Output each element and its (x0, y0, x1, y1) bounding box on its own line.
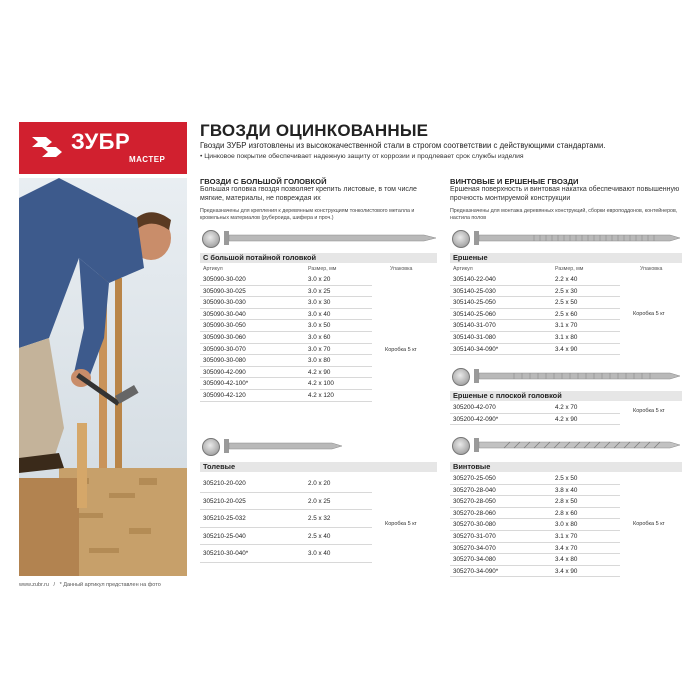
article-cell: 305140-31-070 (453, 322, 496, 330)
table-row (200, 320, 372, 332)
size-cell: 4.2 x 100 (308, 380, 334, 388)
size-cell: 2.0 x 20 (308, 480, 331, 487)
col-size: Размер, мм (555, 266, 584, 272)
size-cell: 3.1 x 70 (555, 322, 578, 330)
table-header-annular-flat: Ершеные с плоской головкой (450, 391, 682, 401)
article-cell: 305210-25-032 (203, 515, 246, 522)
table-row (450, 566, 620, 578)
col-size: Размер, мм (308, 266, 337, 272)
table-row (200, 493, 372, 511)
nail-roofing-image (200, 437, 350, 455)
table-row (450, 473, 620, 485)
size-cell: 3.8 x 40 (555, 486, 578, 494)
table-row (200, 309, 372, 321)
article-cell: 305270-34-070 (453, 544, 496, 552)
article-cell: 305090-30-030 (203, 299, 246, 307)
worker-photo (19, 178, 187, 576)
left-section-note: Предназначены для крепления к деревянным конструкциям тонколистового металла и кровельных материалов (рубероида, шифера и проч.) (200, 208, 415, 221)
article-cell: 305090-42-090 (203, 368, 246, 376)
table-row (450, 531, 620, 543)
table-row (200, 355, 372, 367)
size-cell: 3.4 x 80 (555, 556, 578, 564)
size-cell: 3.0 x 60 (308, 334, 331, 341)
nail-head-icon (452, 437, 470, 455)
size-cell: 2.2 x 40 (555, 276, 578, 283)
size-cell: 3.0 x 80 (308, 357, 331, 365)
page-subtitle: Гвозди ЗУБР изготовлены из высококачественной стали в строгом соответствии с действующими стандартами. (200, 141, 606, 150)
nail-head-icon (202, 438, 220, 456)
table-row (450, 554, 620, 566)
size-cell: 3.0 x 50 (308, 322, 331, 330)
pack-label: Коробка 5 кг (385, 521, 417, 527)
table-header-annular: Ершеные (450, 253, 682, 263)
article-cell: 305090-42-120 (203, 392, 246, 399)
article-cell: 305140-31-080 (453, 334, 496, 341)
nail-annular-image (450, 229, 682, 247)
size-cell: 2.5 x 40 (308, 532, 331, 540)
table-row (450, 519, 620, 531)
table-row (200, 297, 372, 309)
right-section-title: ВИНТОВЫЕ И ЕРШЕНЫЕ ГВОЗДИ (450, 177, 579, 186)
size-cell: 3.0 x 20 (308, 276, 331, 283)
article-cell: 305090-30-070 (203, 345, 246, 353)
article-cell: 305090-42-100* (203, 380, 249, 388)
article-cell: 305210-25-040 (203, 532, 246, 540)
pack-label: Коробка 5 кг (385, 347, 417, 353)
article-cell: 305140-34-090* (453, 345, 499, 353)
table-row (200, 367, 372, 379)
article-cell: 305090-30-080 (203, 357, 246, 365)
article-cell: 305140-22-040 (453, 276, 496, 283)
size-cell: 3.4 x 90 (555, 345, 578, 353)
article-cell: 305090-30-020 (203, 276, 246, 283)
article-cell: 305270-30-080 (453, 521, 496, 529)
table-row (450, 543, 620, 555)
col-article: Артикул (453, 266, 473, 272)
table-row (200, 286, 372, 298)
footer-photo-note: * Данный артикул представлен на фото (59, 582, 161, 588)
size-cell: 2.0 x 25 (308, 497, 331, 505)
table-row (200, 545, 372, 563)
size-cell: 3.1 x 80 (555, 334, 578, 341)
article-cell: 305140-25-030 (453, 287, 496, 295)
table-header-large-head: С большой потайной головкой (200, 253, 437, 263)
size-cell: 3.1 x 70 (555, 533, 578, 540)
article-cell: 305140-25-060 (453, 310, 496, 318)
article-cell: 305210-20-020 (203, 480, 246, 487)
table-row (450, 414, 620, 426)
table-row (200, 528, 372, 546)
article-cell: 305090-30-050 (203, 322, 246, 330)
table-row (450, 344, 620, 356)
col-pack: Упаковка (390, 266, 413, 272)
table-header-roofing: Толевые (200, 462, 437, 472)
article-cell: 305090-30-025 (203, 287, 246, 295)
brand-sub: МАСТЕР (129, 155, 166, 164)
size-cell: 3.0 x 40 (308, 310, 331, 318)
article-cell: 305270-28-050 (453, 498, 496, 506)
col-article: Артикул (203, 266, 223, 272)
article-cell: 305090-30-060 (203, 334, 246, 341)
pack-label: Коробка 5 кг (633, 521, 665, 527)
right-section-note: Предназначены для монтажа деревянных конструкций, сборки европоддонов, контейнеров, настила полов (450, 208, 678, 221)
table-header-screw: Винтовые (450, 462, 682, 472)
nail-screw-image (450, 436, 682, 454)
table-row (450, 508, 620, 520)
size-cell: 3.0 x 30 (308, 299, 331, 307)
left-section-title: ГВОЗДИ С БОЛЬШОЙ ГОЛОВКОЙ (200, 177, 327, 186)
nail-head-icon (452, 230, 470, 248)
table-row (450, 274, 620, 286)
table-row (450, 320, 620, 332)
size-cell: 3.0 x 70 (308, 345, 331, 353)
nail-head-icon (452, 368, 470, 386)
pack-label: Коробка 5 кг (633, 408, 665, 414)
article-cell: 305270-34-080 (453, 556, 496, 564)
article-cell: 305210-30-040* (203, 550, 249, 557)
table-row (200, 378, 372, 390)
nail-large-head-image (200, 229, 440, 247)
size-cell: 2.8 x 50 (555, 498, 578, 506)
table-row (450, 496, 620, 508)
footer-separator: / (53, 582, 56, 588)
table-row (200, 344, 372, 356)
table-row (450, 332, 620, 344)
article-cell: 305270-28-060 (453, 509, 496, 517)
size-cell: 4.2 x 120 (308, 392, 334, 399)
right-section-desc: Ершеная поверхность и винтовая накатка обеспечивают повышенную прочность монтируемой конструкции (450, 186, 680, 202)
size-cell: 4.2 x 70 (555, 404, 578, 411)
footer-url: www.zubr.ru (19, 582, 49, 588)
brand-logo (19, 122, 187, 174)
article-cell: 305210-20-025 (203, 497, 246, 505)
table-row (450, 297, 620, 309)
article-cell: 305200-42-070 (453, 404, 496, 411)
size-cell: 4.2 x 90 (308, 368, 331, 376)
footer-note (19, 582, 161, 588)
size-cell: 2.5 x 50 (555, 475, 578, 482)
size-cell: 3.4 x 70 (555, 544, 578, 552)
table-row (200, 390, 372, 402)
nail-annular-flat-image (450, 367, 682, 385)
size-cell: 3.0 x 25 (308, 287, 331, 295)
table-row (200, 332, 372, 344)
left-section-desc: Большая головка гвоздя позволяет крепить листовые, в том числе мягкие, материалы, не повреждая их (200, 186, 417, 202)
size-cell: 2.5 x 30 (555, 287, 578, 295)
table-row (450, 402, 620, 414)
article-cell: 305270-28-040 (453, 486, 496, 494)
size-cell: 2.8 x 60 (555, 509, 578, 517)
article-cell: 305140-25-050 (453, 299, 496, 307)
article-cell: 305270-31-070 (453, 533, 496, 540)
col-pack: Упаковка (640, 266, 663, 272)
size-cell: 2.5 x 50 (555, 299, 578, 307)
article-cell: 305200-42-090* (453, 415, 499, 423)
size-cell: 3.4 x 90 (555, 567, 578, 575)
table-row (450, 286, 620, 298)
table-row (200, 510, 372, 528)
brand-name: ЗУБР (71, 129, 131, 154)
pack-label: Коробка 5 кг (633, 311, 665, 317)
page-bullet: • Цинковое покрытие обеспечивает надежную защиту от коррозии и продлевает срок службы изделия (200, 153, 524, 160)
table-row (200, 274, 372, 286)
size-cell: 2.5 x 60 (555, 310, 578, 318)
brand-arrows-icon (32, 134, 62, 160)
page-title: ГВОЗДИ ОЦИНКОВАННЫЕ (200, 121, 429, 140)
size-cell: 4.2 x 90 (555, 415, 578, 423)
table-row (450, 309, 620, 321)
size-cell: 3.0 x 80 (555, 521, 578, 529)
nail-head-icon (202, 230, 220, 248)
size-cell: 3.0 x 40 (308, 550, 331, 557)
article-cell: 305270-25-050 (453, 475, 496, 482)
table-row (200, 475, 372, 493)
article-cell: 305270-34-090* (453, 567, 499, 575)
size-cell: 2.5 x 32 (308, 515, 331, 522)
table-row (450, 485, 620, 497)
article-cell: 305090-30-040 (203, 310, 246, 318)
